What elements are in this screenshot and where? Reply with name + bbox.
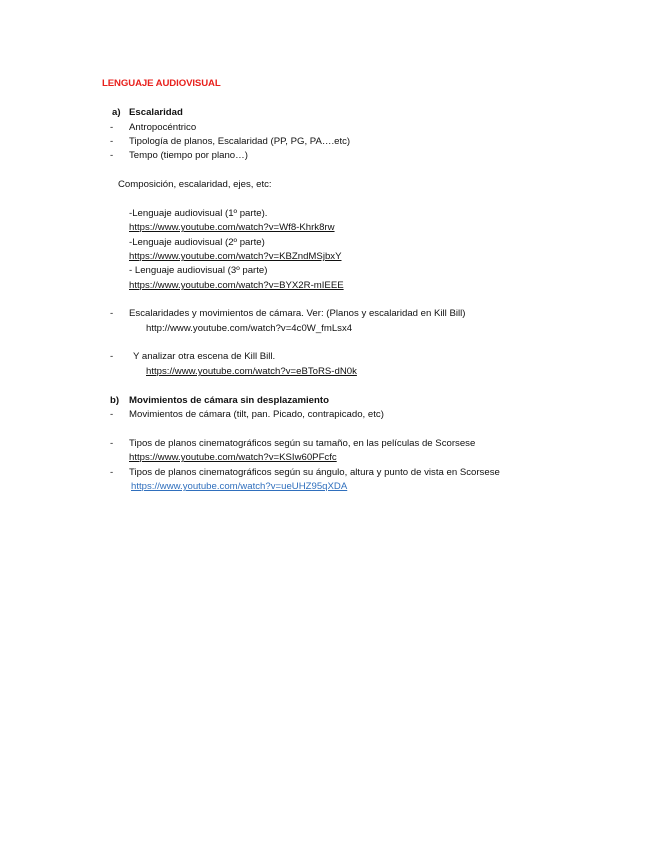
list-bullet: - bbox=[110, 467, 114, 478]
section-b-heading: Movimientos de cámara sin desplazamiento bbox=[129, 395, 329, 406]
list-bullet: - bbox=[110, 409, 114, 420]
video-label: -Lenguaje audiovisual (1º parte). bbox=[129, 208, 268, 219]
kill-bill-text: Escalaridades y movimientos de cámara. Ver: (Planos y escalaridad en Kill Bill) bbox=[129, 308, 466, 319]
list-item: Movimientos de cámara (tilt, pan. Picado, contrapicado, etc) bbox=[129, 409, 384, 420]
list-item: Antropocéntrico bbox=[129, 122, 197, 133]
list-bullet: - bbox=[110, 351, 114, 362]
page-title: LENGUAJE AUDIOVISUAL bbox=[102, 78, 221, 89]
scorsese-2-link[interactable]: https://www.youtube.com/watch?v=ueUHZ95qXDA bbox=[131, 481, 348, 492]
video-link[interactable]: https://www.youtube.com/watch?v=BYX2R-mIEEE bbox=[129, 280, 344, 291]
video-link[interactable]: https://www.youtube.com/watch?v=KBZndMSjbxY bbox=[129, 251, 342, 262]
kill-bill-2-text: Y analizar otra escena de Kill Bill. bbox=[133, 351, 276, 362]
video-link[interactable]: https://www.youtube.com/watch?v=Wf8-Khrk8rw bbox=[129, 222, 335, 233]
list-item: Tempo (tiempo por plano…) bbox=[129, 150, 248, 161]
video-label: -Lenguaje audiovisual (2º parte) bbox=[129, 237, 265, 248]
scorsese-1-text: Tipos de planos cinematográficos según su tamaño, en las películas de Scorsese bbox=[129, 438, 476, 449]
list-bullet: - bbox=[110, 308, 114, 319]
list-item: Tipología de planos, Escalaridad (PP, PG, PA….etc) bbox=[129, 136, 351, 147]
kill-bill-link[interactable]: http://www.youtube.com/watch?v=4c0W_fmLsx4 bbox=[146, 323, 353, 334]
section-a-marker: a) bbox=[112, 107, 121, 118]
video-label: - Lenguaje audiovisual (3º parte) bbox=[129, 265, 268, 276]
section-b-marker: b) bbox=[110, 395, 120, 406]
list-bullet: - bbox=[110, 438, 114, 449]
list-bullet: - bbox=[110, 122, 114, 133]
list-bullet: - bbox=[110, 150, 114, 161]
composition-text: Composición, escalaridad, ejes, etc: bbox=[118, 179, 272, 190]
section-a-heading: Escalaridad bbox=[129, 107, 183, 118]
kill-bill-2-link[interactable]: https://www.youtube.com/watch?v=eBToRS-dN0k bbox=[146, 366, 357, 377]
scorsese-2-text: Tipos de planos cinematográficos según su ángulo, altura y punto de vista en Scorsese bbox=[129, 467, 500, 478]
list-bullet: - bbox=[110, 136, 114, 147]
scorsese-1-link[interactable]: https://www.youtube.com/watch?v=KSIw60PFcfc bbox=[129, 452, 337, 463]
